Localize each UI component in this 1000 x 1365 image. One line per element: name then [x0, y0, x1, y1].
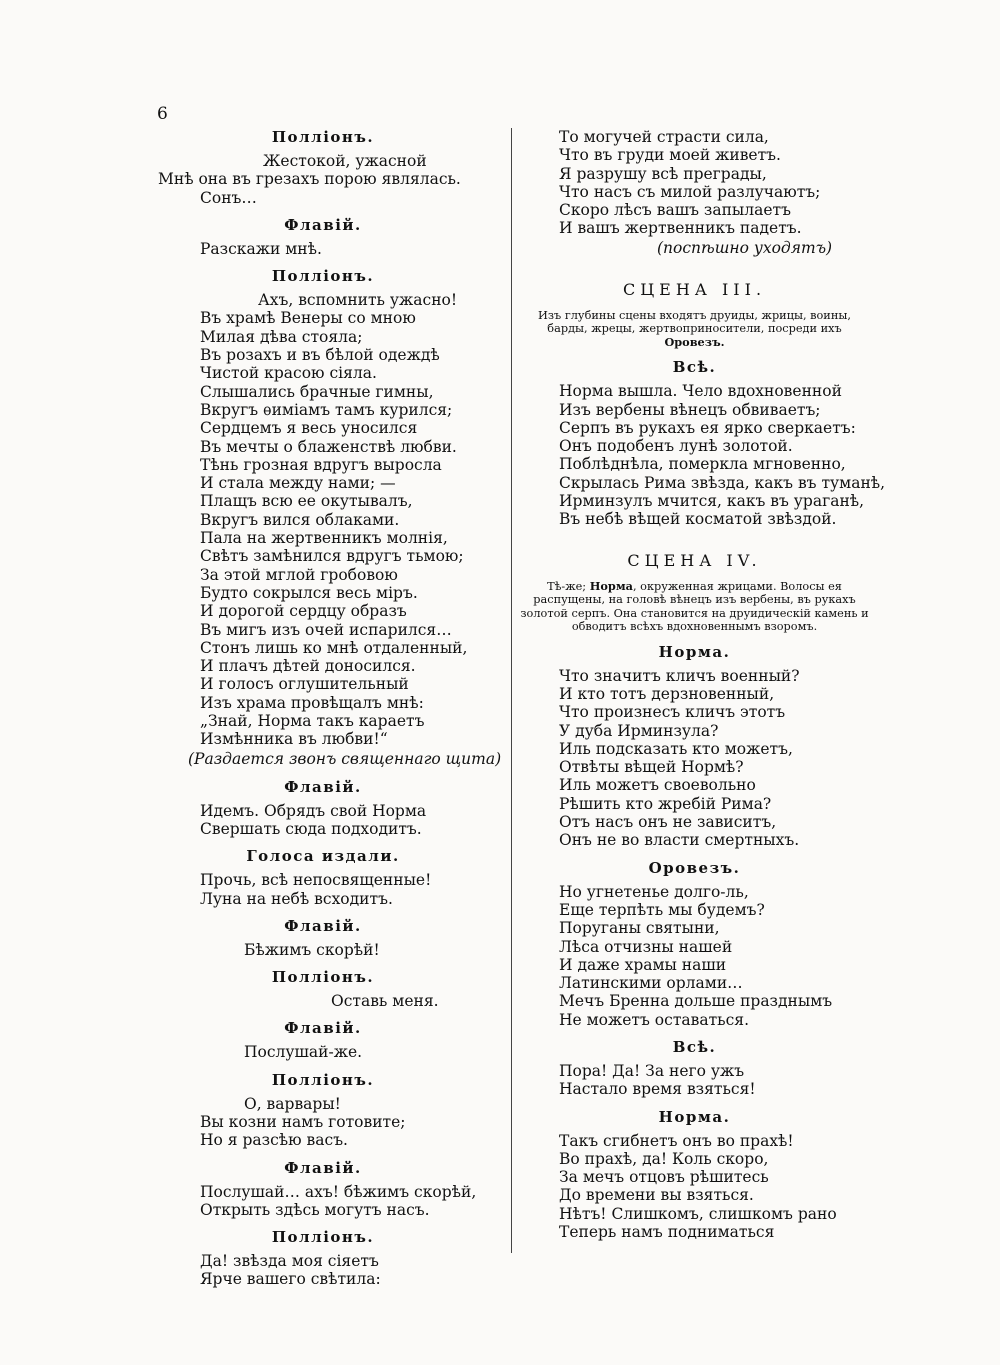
verse-line: За этой мглой гробовою [200, 565, 398, 584]
verse-line: И плачъ дѣтей доносился. [200, 657, 416, 676]
verse-line: О, варвары! [244, 1094, 341, 1113]
verse-line: И стала между нами; — [200, 474, 396, 493]
speaker-name: Норма. [658, 1107, 731, 1126]
verse-line: Послушай-же. [244, 1043, 363, 1062]
verse-line: Мечъ Бренна дольше празднымъ [559, 992, 833, 1011]
verse-line: Настало время взяться! [559, 1080, 756, 1099]
speaker-name: Флавiй. [284, 215, 362, 234]
verse-line: Свѣтъ замѣнился вдругъ тьмою; [200, 547, 464, 566]
verse-line: Бѣжимъ скорѣй! [244, 940, 380, 959]
verse-line: Изъ вербены вѣнецъ обвиваетъ; [559, 400, 821, 419]
scene-3-desc-bold: Оровезъ. [664, 334, 725, 349]
speaker-name: Флавiй. [284, 1019, 362, 1038]
verse-line: Свершать сюда подходитъ. [200, 819, 422, 838]
verse-line: Сердцемъ я весь уносился [200, 419, 418, 438]
verse-line: Открыть здѣсь могутъ насъ. [200, 1200, 430, 1219]
verse-line: Послушай… ахъ! бѣжимъ скорѣй, [200, 1182, 477, 1201]
speaker-name: Флавiй. [284, 1158, 362, 1177]
verse-line: Оставь меня. [331, 992, 439, 1011]
verse-line: И кто тотъ дерзновенный, [559, 684, 775, 703]
verse-line: Плащъ всю ее окутывалъ, [200, 492, 413, 511]
speaker-name: Поллiонъ. [271, 968, 375, 987]
left-column [148, 128, 502, 1289]
verse-line: Милая дѣва стояла; [200, 327, 363, 346]
verse-line: Скрылась Рима звѣзда, какъ въ туманѣ, [559, 473, 886, 492]
verse-line: Жестокой, ужасной [263, 152, 427, 170]
column-divider [511, 128, 512, 1253]
verse-line: Что произнесъ кличъ этотъ [559, 703, 786, 722]
page-number: 6 [157, 104, 168, 124]
verse-line: У дуба Ирминзула? [559, 721, 719, 740]
verse-line: Въ мечты о блаженствѣ любви. [200, 437, 457, 456]
speaker-name: Оровезъ. [648, 858, 741, 877]
verse-line: Луна на небѣ всходитъ. [200, 889, 393, 908]
verse-line: Сонъ… [200, 188, 257, 207]
verse-line: Пора! Да! За него ужъ [559, 1062, 745, 1080]
verse-line: И даже храмы наши [559, 955, 727, 974]
verse-line: Ярче вашего свѣтила: [200, 1270, 381, 1289]
stage-direction: (Раздается звонъ священнаго щита) [188, 749, 502, 768]
verse-line: Скоро лѣсъ вашъ запылаетъ [559, 201, 791, 220]
scene-4-desc-before: Тѣ-же; [547, 579, 587, 593]
verse-line: Отвѣты вѣщей Нормѣ? [559, 758, 744, 777]
verse-line: Въ розахъ и въ бѣлой одеждѣ [200, 346, 440, 365]
scene-4-desc-bold: Норма [589, 578, 633, 593]
speaker-name: Флавiй. [284, 916, 362, 935]
scene-3-dialogue [517, 358, 886, 529]
speaker-name: Голоса издали. [246, 847, 400, 866]
verse-line: Прочь, всѣ непосвященные! [200, 871, 432, 890]
scene-4-description [517, 580, 872, 634]
right-top-verse [517, 128, 872, 238]
speaker-name: Поллiонъ. [271, 1070, 375, 1089]
verse-line: Серпъ въ рукахъ ея ярко сверкаетъ: [559, 418, 856, 437]
speaker-name: Поллiонъ. [271, 267, 375, 286]
verse-line: Онъ не во власти смертныхъ. [559, 831, 800, 850]
verse-line: Разскажи мнѣ. [200, 239, 322, 258]
verse-line: Вкругъ ѳимiамъ тамъ курился; [200, 400, 453, 419]
verse-line: И вашъ жертвенникъ падетъ. [559, 219, 802, 238]
scene-3-desc-text: Изъ глубины сцены входятъ друиды, жрицы, воины, барды, жрецы, жертвоприносители, посреди ихъ [538, 308, 851, 336]
scene-4-title: СЦЕНА IV. [627, 550, 762, 570]
verse-line: „Знай, Норма такъ караетъ [200, 712, 425, 731]
verse-line: И дорогой сердцу образъ [200, 602, 407, 621]
verse-line: Изъ храма провѣщалъ мнѣ: [200, 693, 424, 712]
verse-line: Не можетъ оставаться. [559, 1010, 749, 1029]
verse-line: Будто сокрылся весь мiръ. [200, 583, 418, 602]
speaker-name: Норма. [658, 642, 731, 661]
verse-line: Поблѣднѣла, померкла мгновенно, [559, 455, 846, 474]
scene-4-dialogue [517, 643, 872, 1242]
verse-line: Ирминзулъ мчится, какъ въ ураганѣ, [559, 492, 865, 511]
speaker-name: Поллiонъ. [271, 1228, 375, 1247]
verse-line: Отъ насъ онъ не зависитъ, [559, 813, 777, 832]
verse-line: Я разрушу всѣ преграды, [559, 164, 767, 183]
verse-line: Иль можетъ своевольно [559, 776, 756, 795]
speaker-name: Поллiонъ. [271, 128, 375, 146]
verse-line: Да! звѣзда моя сiяетъ [200, 1252, 379, 1271]
verse-line: То могучей страсти сила, [559, 128, 769, 146]
verse-line: Чистой красою сiяла. [200, 364, 377, 383]
speaker-name: Всѣ. [672, 1038, 717, 1056]
verse-line: Но угнетенье долго-ль, [559, 882, 749, 901]
verse-line: Что насъ съ милой разлучаютъ; [559, 182, 821, 201]
scene-4-desc-after: , окруженная жрицами. Волосы ея распущены, на головѣ вѣнецъ изъ вербены, въ рукахъ золотой серпъ. Она становится на друидическiй камень и обводитъ всѣхъ вдохновеннымъ взоромъ. [520, 579, 869, 634]
speaker-name: Всѣ. [672, 358, 717, 377]
verse-line: Мнѣ она въ грезахъ порою являлась. [158, 170, 461, 189]
verse-line: Идемъ. Обрядъ свой Норма [200, 801, 427, 820]
verse-line: Лѣса отчизны нашей [559, 937, 733, 956]
right-column [517, 128, 886, 1242]
verse-line: Но я разсѣю васъ. [200, 1131, 348, 1150]
verse-line: Въ храмѣ Венеры со мною [200, 309, 416, 328]
verse-line: Въ небѣ вѣщей косматой звѣздой. [559, 510, 837, 529]
scene-3-description [517, 309, 872, 350]
verse-line: Вы козни намъ готовите; [200, 1112, 406, 1131]
verse-line: Ахъ, вспомнить ужасно! [258, 291, 458, 310]
verse-line: Иль подсказать кто можетъ, [559, 739, 793, 758]
verse-line: Тѣнь грозная вдругъ выросла [200, 455, 442, 474]
verse-line: Рѣшить кто жребiй Рима? [559, 794, 772, 813]
verse-line: Такъ сгибнетъ онъ во прахѣ! [559, 1131, 794, 1150]
verse-line: Нѣтъ! Слишкомъ, слишкомъ рано [559, 1204, 837, 1223]
stage-direction: (поспѣшно уходятъ) [657, 238, 833, 257]
verse-line: До времени вы взяться. [559, 1186, 754, 1205]
verse-line: Что значитъ кличъ военный? [559, 666, 800, 685]
verse-line: За мечъ отцовъ рѣшитесь [559, 1168, 769, 1187]
scene-3-title: СЦЕНА III. [622, 279, 767, 299]
speaker-name: Флавiй. [284, 777, 362, 796]
verse-line: Норма вышла. Чело вдохновенной [559, 382, 842, 401]
verse-line: Что въ груди моей живетъ. [559, 146, 781, 165]
verse-line: Латинскими орлами… [559, 974, 743, 993]
verse-line: Пала на жертвенникъ молнiя, [200, 529, 448, 548]
verse-line: Измѣнника въ любви!“ [200, 730, 388, 749]
verse-line: Еще терпѣть мы будемъ? [559, 900, 765, 919]
verse-line: Слышались брачные гимны, [200, 382, 434, 401]
verse-line: Теперь намъ подниматься [559, 1223, 775, 1242]
verse-line: Во прахѣ, да! Коль скоро, [559, 1149, 769, 1168]
verse-line: Въ мигъ изъ очей испарился… [200, 620, 452, 639]
verse-line: Поруганы святыни, [559, 919, 720, 938]
verse-line: Вкругъ вился облаками. [200, 510, 400, 529]
verse-line: Стонъ лишь ко мнѣ отдаленный, [200, 638, 468, 657]
verse-line: Онъ подобенъ лунѣ золотой. [559, 437, 793, 456]
verse-line: И голосъ оглушительный [200, 675, 409, 694]
